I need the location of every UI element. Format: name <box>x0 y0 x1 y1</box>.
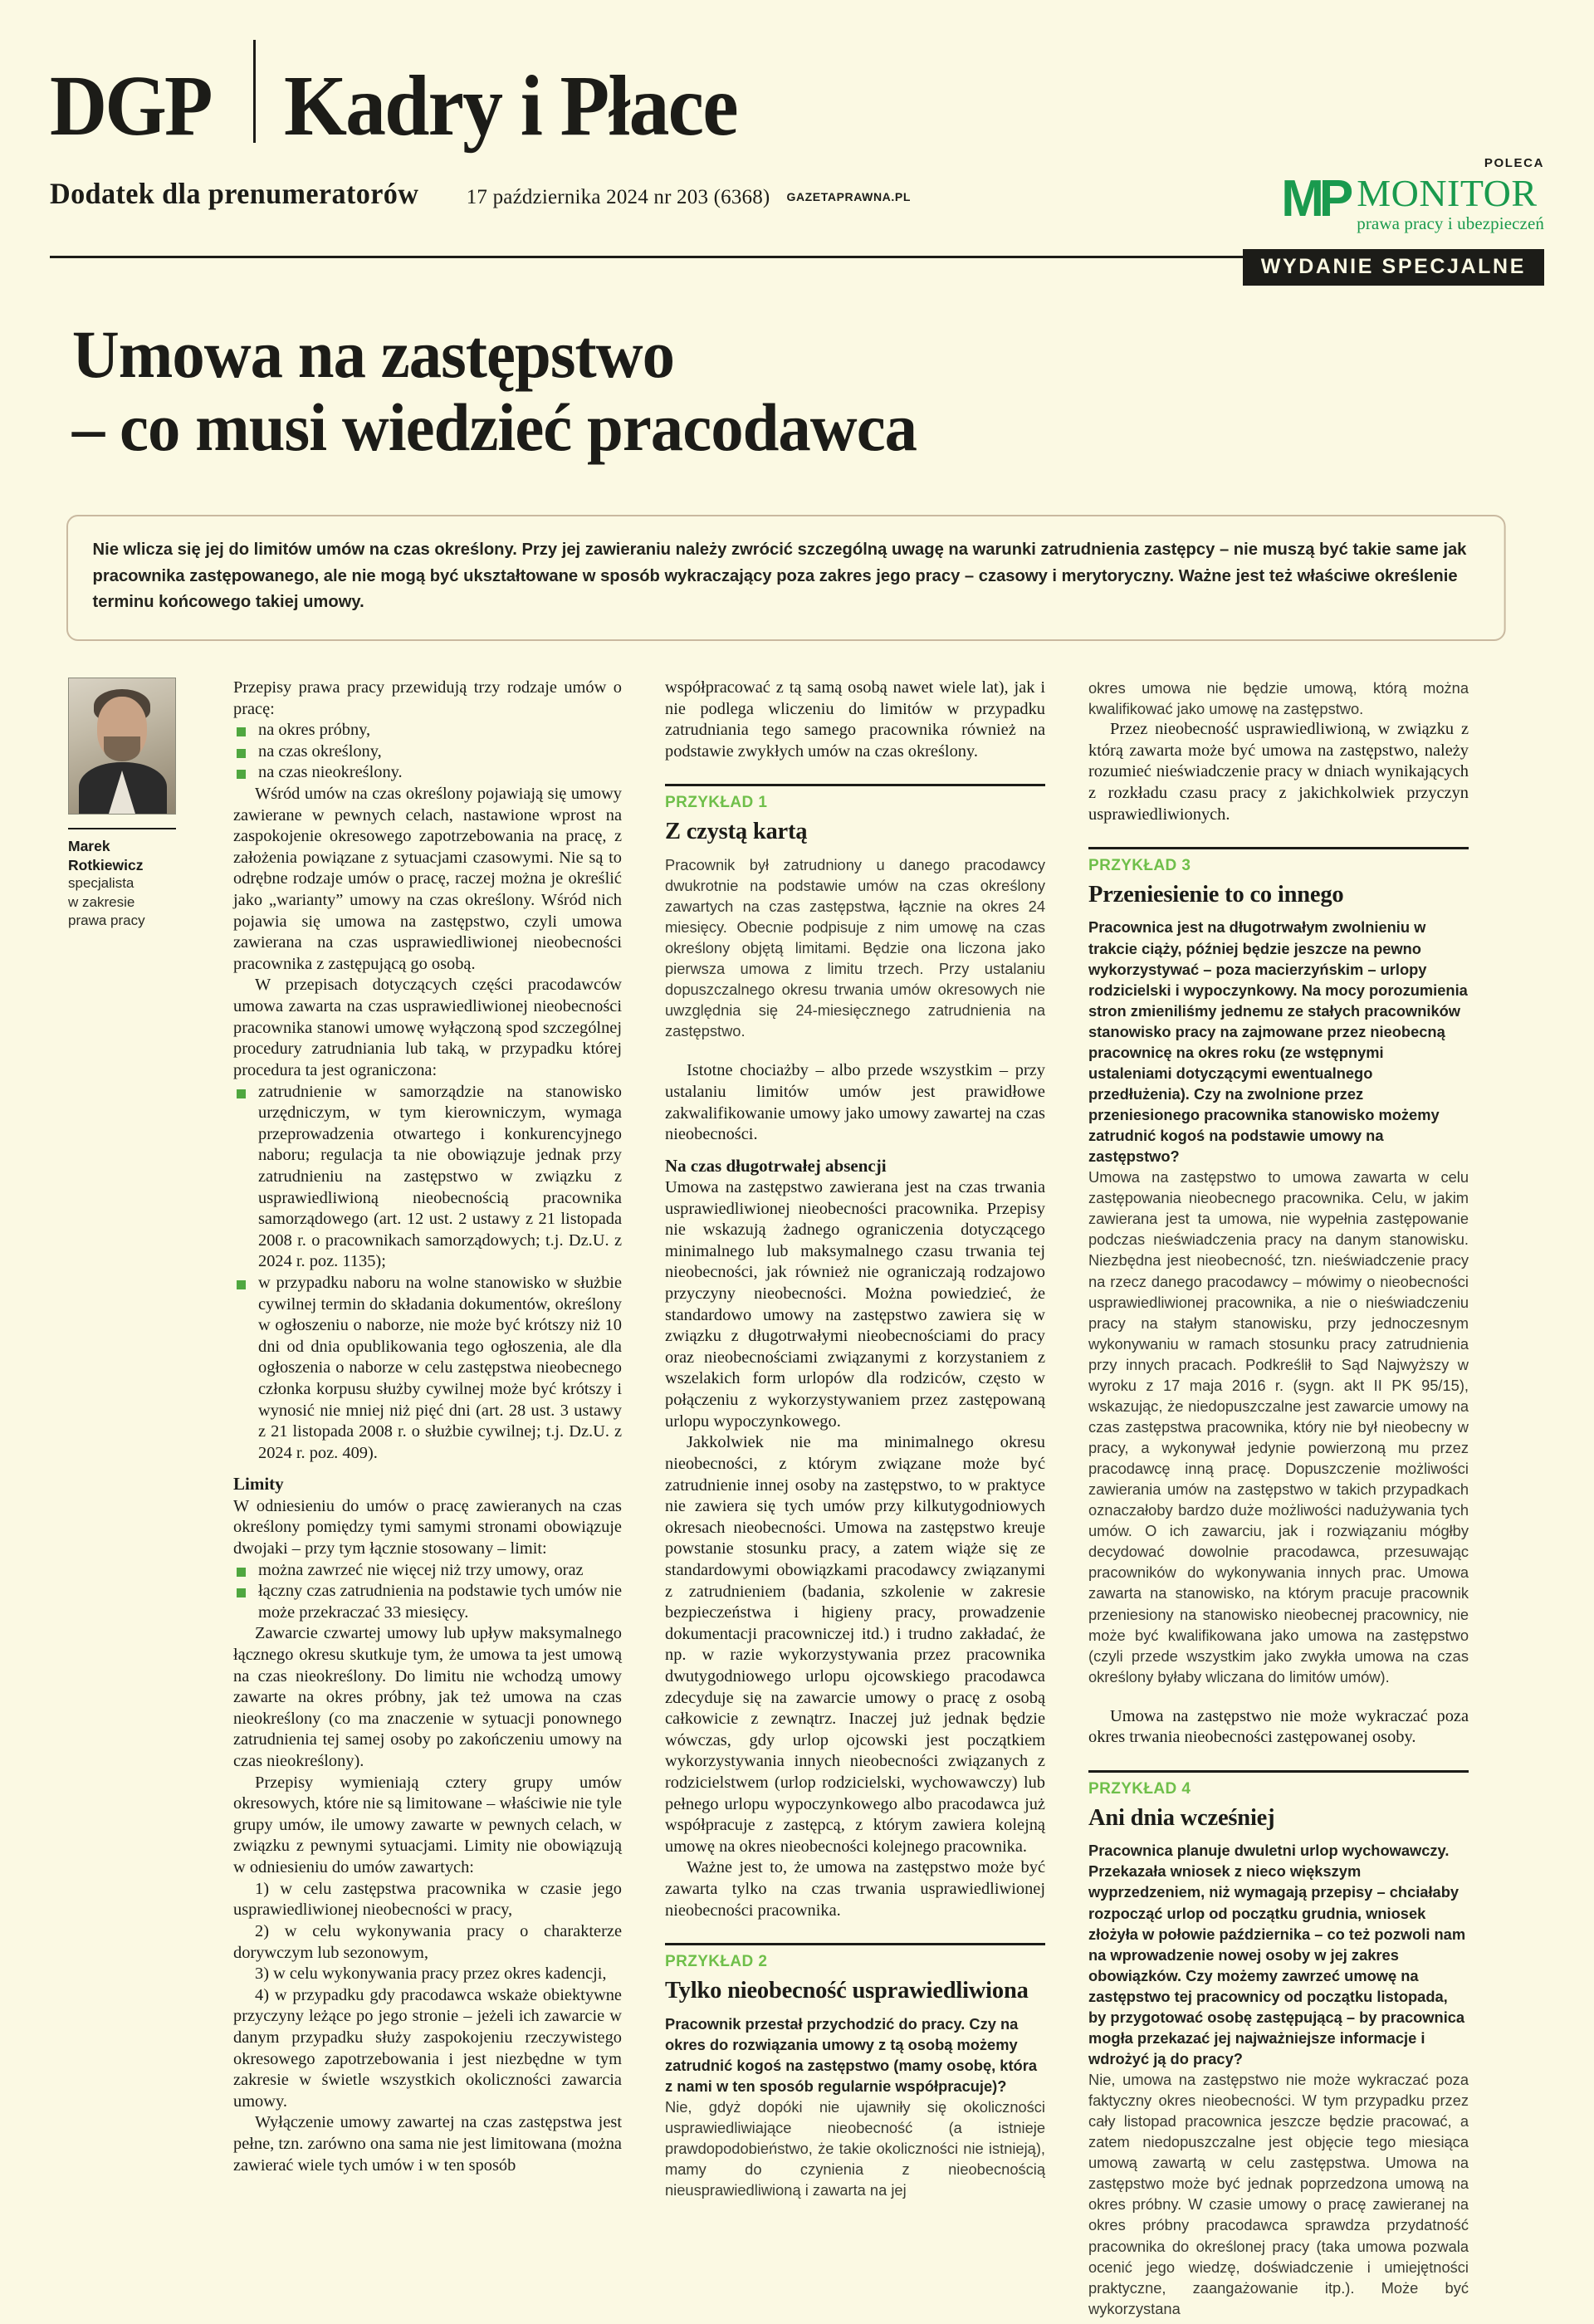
paragraph: W przepisach dotyczących części pracodawców umowa zawarta na czas usprawiedliwionej nieobecności pracownika stanowi umowę wyłączoną spod szczególnej procedury zatrudniania lub taką, w przypadku której procedura ta jest ograniczona: <box>233 976 622 1079</box>
author-first-name: Marek <box>68 837 110 854</box>
list-item: na okres próbny, <box>233 720 622 741</box>
paragraph: 1) w celu zastępstwa pracownika w czasie jego usprawiedliwionej nieobecności w pracy, <box>233 1879 622 1920</box>
example-kicker: PRZYKŁAD 4 <box>1088 1779 1191 1798</box>
dgp-logo[interactable]: DGP <box>50 58 211 154</box>
paragraph: Przepisy wymieniają cztery grupy umów okresowych, które nie są limitowane – właściwie nie tyle grupy umów, ile umowy zawarte w pewnych celach, w związku z pewnymi sytuacjami. Limity nie obowiązują w odniesieniu do umów zawartych: <box>233 1773 622 1877</box>
list-item: można zawrzeć nie więcej niż trzy umowy, oraz <box>233 1560 622 1582</box>
list-item: łączny czas zatrudnienia na podstawie tych umów nie może przekraczać 33 miesięcy. <box>233 1581 622 1623</box>
paragraph: Ważne jest to, że umowa na zastępstwo może być zawarta tylko na czas trwania usprawiedliwionej nieobecności pracownika. <box>665 1858 1045 1920</box>
example-box-4 <box>1088 1770 1469 2319</box>
example-box-2 <box>665 1943 1045 2200</box>
author-role: specjalista w zakresie prawa pracy <box>68 875 145 929</box>
paragraph: Umowa na zastępstwo zawierana jest na czas trwania usprawiedliwionej nieobecności pracownika. Przepisy nie wskazują żadnego ograniczenia dotyczącego minimalnego lub maksymalnego czasu trwania tej nieobecności, jak również nie ograniczają rodzajowo przyczyny nieobecności. Można powiedzieć, że standardowo umowy na zastępstwo zawiera się w związku z długotrwałymi nieobecnościami do pracy oraz nieobecnościami związanymi z korzystaniem z wszelakich form urlopów dla rodziców, często w połączeniu z wykorzystywaniem przez zastępowaną urlopu wypoczynkowego. <box>665 1177 1045 1431</box>
exclusions-list <box>233 1082 622 1465</box>
paragraph: Wyłączenie umowy zawartej na czas zastępstwa jest pełne, tzn. zarówno ona sama nie jest limitowana (można zawierać wiele tych umów i w ten sposób <box>233 2113 622 2175</box>
example-body: Pracownik był zatrudniony u danego pracodawcy dwukrotnie na podstawie umów na czas określony zawartych na czas zastępstwa, łącznie na okres 24 miesięcy. Obecnie podpisuje z nim umowę na czas określony objętą limitami. Będzie ona liczona jako pierwsza umowa z limitu trzech. Przy ustalaniu dopuszczalnego okresu trwania umów okresowych nie uwzględnia się 24-miesięcznego zatrudnienia na zastępstwo. <box>665 855 1045 1040</box>
monitor-brand: MONITOR <box>1357 172 1538 214</box>
example-answer: Nie, gdyż dopóki nie ujawniły się okoliczności usprawiedliwiające nieobecność (a istnieje prawdopodobieństwo, że takie okoliczności nie istnieją), mamy do czynienia z nieobecnością nieusprawiedliwioną i zawarta na jej <box>665 2097 1045 2199</box>
masthead <box>50 0 1544 249</box>
example-rule <box>1088 1770 1469 1773</box>
paragraph: W odniesieniu do umów o pracę zawieranych na czas określony pomiędzy tymi samymi stronami obowiązuje dwojaki – przy tym łącznie stosowany – limit: <box>233 1496 622 1558</box>
column-1 <box>212 678 643 2176</box>
list-item: w przypadku naboru na wolne stanowisko w służbie cywilnej termin do składania dokumentów, określony w ogłoszeniu o naborze, nie może być krótszy niż 10 dni od dnia opublikowania tego ogłoszenia, ale dla ogłoszenia o naborze w celu zastępstwa nieobecnego członka korpusu służby cywilnej może być krótszy i wynosić nie mniej niż pięć dni (art. 28 ust. 3 ustawy z 21 listopada 2008 r. o służbie cywilnej; t.j. Dz.U. z 2024 r. poz. 409). <box>233 1273 622 1464</box>
column-2 <box>643 678 1067 2205</box>
paragraph: Zawarcie czwartej umowy lub upływ maksymalnego łącznego okresu skutkuje tym, że umowa ta jest umową na czas nieokreślony. Do limitu nie wchodzą umowy zawarte na okres próbny, jak też umowa na czas nieokreślony (co ma znaczenie w sytuacji ponownego zatrudnienia tej samej osoby po zakończeniu umowy na czas nieokreślony). <box>233 1624 622 1771</box>
promo-body <box>1196 170 1544 234</box>
lead-box: Nie wlicza się jej do limitów umów na czas określony. Przy jej zawieraniu należy zwrócić szczególną uwagę na warunki zatrudnienia zastępcy – nie muszą być takie same jak pracownika zastępowanego, ale nie mogą być ukształtowane w sposób wykraczający poza zakres jego pracy – czasowy i merytoryczny. Ważne jest też właściwe określenie terminu końcowego takiej umowy. <box>66 515 1506 640</box>
example-kicker: PRZYKŁAD 3 <box>1088 857 1191 875</box>
paragraph: Jakkolwiek nie ma minimalnego okresu nieobecności, z którym związane może być zatrudnienie innej osoby na zastępstwo, to w praktyce nie zawiera się tych umów przy kilkutygodniowych okresach nieobecności. Umowa na zastępstwo kreuje powstanie stosunku pracy, a zatem wiąże się ze standardowymi obowiązkami pracodawcy związanymi z zatrudnieniem (badania, szkolenie w zakresie bezpieczeństwa i higieny pracy, prowadzenie dokumentacji pracowniczej itd.) i trudno zakładać, że np. w razie wykorzystywania przez pracownika dwutygodniowego urlopu ojcowskiego pracodawca zdecyduje się na zawarcie umowy o pracę z osobą całkowicie z zewnątrz. Inaczej już jednak będzie wówczas, gdy urlop ojcowski jest początkiem wykorzystywania innych nieobecności związanych z rodzicielstwem (urlop rodzicielski, wychowawczy) lub pełnego urlopu wypoczynkowego albo pracodawca już współpracuje z zastępcą, z którym zawiera kolejną umowę na okres nieobecności kolejnego pracownika. <box>665 1433 1045 1856</box>
list-item: zatrudnienie w samorządzie na stanowisko urzędniczym, w tym kierowniczym, wymaga przeprowadzenia otwartego i konkurencyjnego naboru; regulacja ta nie obowiązuje jednak przy zatrudnieniu na zastępstwo w związku z usprawiedliwioną nieobecnością pracownika samorządowego (art. 12 ust. 2 ustawy z 21 listopada 2008 r. o pracownikach samorządowych; t.j. Dz.U. z 2024 r. poz. 1135); <box>233 1082 622 1273</box>
promo-poleca-label: POLECA <box>1484 156 1544 170</box>
paragraph: współpracować z tą samą osobą nawet wiele lat), jak i nie podlega wliczeniu do limitów w przypadku zatrudniania tego samego pracownika również na podstawie zwykłych umów na czas określony. <box>665 678 1045 761</box>
website-label[interactable]: GAZETAPRAWNA.PL <box>786 190 911 203</box>
list-item: na czas określony, <box>233 741 622 763</box>
paragraph: 2) w celu wykonywania pracy o charakterze dorywczym lub sezonowym, <box>233 1921 622 1962</box>
author-name <box>68 837 190 875</box>
example-answer: Umowa na zastępstwo to umowa zawarta w celu zastępowania nieobecnego pracownika. Celu, w jakim zawierana jest ta umowa, nie wypełnia zastępowanie podczas nieświadczenia pracy na danym stanowisku. Niezbędna jest nieobecność, tzn. nieświadczenie pracy na rzecz danego pracodawcy – mówimy o nieobecności usprawiedliwionej pracownika, a nie o nieświadczeniu pracy na stałym stanowisku, przy jednoczesnym wykonywaniu w ramach stosunku pracy zatrudnienia przy innych pracach. Podkreślił to Sąd Najwyższy w wyroku z 17 maja 2016 r. (sygn. akt II PK 95/15), wskazując, że niedopuszczalne jest zawarcie umowy na czas zastępstwa pracownika, który nie był nieobecny w pracy, a wykonywał jedynie powierzoną mu przez pracodawcę inną pracę. Dopuszczenie możliwości zawierania umów na zastępstwo w takich przypadkach oznaczałoby bardzo duże możliwości nadużywania tych umów. O ich zawarciu, jak i rozwiązaniu mógłby decydować dowolnie pracodawca, przesuwając pracowników do wykonywania innych prac. Umowa zawarta na stanowisko, na którym pracuje pracownik przeniesiony na stanowisko nieobecnej pracownicy, nie może być kwalifikowana jako umowa na zastępstwo (czyli przede wszystkim jako zwykła umowa na czas określony byłaby wliczana do limitów umów). <box>1088 1168 1469 1686</box>
paragraph: 3) w celu wykonywania pracy przez okres kadencji, <box>255 1964 607 1984</box>
promo-words <box>1357 172 1544 234</box>
headline-line-1: Umowa na zastępstwo <box>71 316 675 392</box>
paragraph: 4) w przypadku gdy pracodawca wskaże obiektywne przyczyny leżące po jego stronie – jeżeli ich zawarcie w danym przypadku służy zaspokojeniu rzeczywistego okresowego zapotrzebowania i jest niezbędne w tym zakresie w świetle wszystkich okoliczności zawarcia umowy. <box>233 1985 622 2111</box>
example-title: Ani dnia wcześniej <box>1088 1804 1275 1831</box>
author-photo <box>68 678 176 815</box>
mp-logo-icon: MP <box>1281 170 1349 228</box>
paragraph: Istotne chociażby – albo przede wszystkim – przy ustalaniu limitów umów jest prawidłowe zakwalifikowanie umowy jako umowy zawartej na czas nieobecności. <box>665 1061 1045 1144</box>
limits-list <box>233 1560 622 1624</box>
headline-line-2: – co musi wiedzieć pracodawca <box>71 389 917 465</box>
author-byline <box>50 678 212 931</box>
paragraph: Wśród umów na czas określony pojawiają się umowy zawierane w pewnych celach, nastawione wprost na zaspokojenie okresowego zapotrzebowania na pracę, z założenia powiązane z sytuacjami czasowymi. Nie są to odrębne rodzaje umów o pracę, raczej można je określić jako „warianty” umowy na czas określony. Wśród nich pojawia się umowa na zastępstwo, czyli umowa zawierana na czas usprawiedliwionej nieobecności pracownika z zastępującą go osobą. <box>233 784 622 973</box>
masthead-divider <box>253 40 256 143</box>
list-item: na czas nieokreślony. <box>233 762 622 784</box>
example-question: Pracownica jest na długotrwałym zwolnieniu w trakcie ciąży, później będzie jeszcze na pewno wykorzystywać – poza macierzyńskim – urlopy rodzicielski i wypoczynkowy. Na mocy porozumienia stron zmieniliśmy jednemu ze stałych pracowników stanowisko pracy na zajmowane przez nieobecną pracownicę na okres roku (ze wstępnymi ustaleniami dotyczącymi ewentualnego przedłużenia). Czy na zwolnione przez przeniesionego pracownika stanowisko możemy zatrudnić kogoś na podstawie umowy na zastępstwo? <box>1088 918 1468 1166</box>
example-box-1 <box>665 784 1045 1041</box>
monitor-tagline: prawa pracy i ubezpieczeń <box>1357 213 1544 234</box>
subheading-absencja: Na czas długotrwałej absencji <box>665 1155 887 1176</box>
subheading-limity: Limity <box>233 1474 284 1495</box>
example-question: Pracownica planuje dwuletni urlop wychowawczy. Przekazała wniosek z nieco większym wyprzedzeniem, niż wymagają przepisy – chciałaby rozpocząć urlop od początku grudnia, wniosek złożyła w połowie października – co też pozwoli nam na wprowadzenie nowej osoby w jej zakres obowiązków. Czy możemy zawrzeć umowę na zastępstwo tej pracownicy od początku listopada, by przygotować osobę zastępującą – by pracownica mogła przekazać jej najważniejsze informacje i wdrożyć ją do pracy? <box>1088 1842 1466 2067</box>
paragraph: okres umowa nie będzie umową, którą można kwalifikować jako umowę na zastępstwo. <box>1088 678 1469 717</box>
example-rule <box>1088 847 1469 849</box>
paragraph: Umowa na zastępstwo nie może wykraczać poza okres trwania nieobecności zastępowanej osoby. <box>1088 1706 1469 1747</box>
special-edition-badge: WYDANIE SPECJALNE <box>1243 249 1544 286</box>
contract-types-list <box>233 720 622 784</box>
author-rule <box>68 828 176 829</box>
example-kicker: PRZYKŁAD 1 <box>665 794 768 812</box>
monitor-promo[interactable] <box>1196 156 1544 234</box>
masthead-logo-row <box>50 23 1544 154</box>
example-box-3 <box>1088 847 1469 1687</box>
example-title: Tylko nieobecność usprawiedliwiona <box>665 1978 1029 2004</box>
example-question: Pracownik przestał przychodzić do pracy. Czy na okres do rozwiązania umowy z tą osobą możemy zatrudnić kogoś na zastępstwo (mamy osobę, która z nami w ten sposób regularnie współpracuje)? <box>665 2014 1037 2095</box>
paragraph: Przepisy prawa pracy przewidują trzy rodzaje umów o pracę: <box>233 678 622 718</box>
example-rule <box>665 1943 1045 1945</box>
kadry-i-place-logo[interactable]: Kadry i Płace <box>283 58 737 154</box>
example-rule <box>665 784 1045 786</box>
example-title: Z czystą kartą <box>665 819 808 845</box>
example-title: Przeniesienie to co innego <box>1088 882 1344 908</box>
page-title <box>50 318 1484 463</box>
supplement-label: Dodatek dla prenumeratorów <box>50 177 419 210</box>
article-columns <box>50 678 1544 2324</box>
author-last-name: Rotkiewicz <box>68 856 144 873</box>
issue-line: 17 października 2024 nr 203 (6368) <box>466 186 770 208</box>
column-3 <box>1067 678 1490 2324</box>
example-kicker: PRZYKŁAD 2 <box>665 1953 768 1971</box>
example-answer: Nie, umowa na zastępstwo nie może wykraczać poza faktyczny okres nieobecności. W tym przypadku przez cały listopad pracownica jeszcze będzie pracować, a zatem niedopuszczalne jest objęcie tego miesiąca umową zawartą w celu zastępstwa. Umowa na zastępstwo może być jednak poprzedzona umową na okres próbny. W czasie umowy o pracę zawieranej na okres próbny pracodawca sprawdza przydatność pracownika do określonej pracy (taka umowa pozwala ocenić jego wiedzę, doświadczenie i umiejętności praktyczne, zaangażowanie itp.). Może być wykorzystana <box>1088 2071 1469 2317</box>
paragraph: Przez nieobecność usprawiedliwioną, w związku z którą zawarta może być umowa na zastępstwo, należy rozumieć nieświadczenie pracy w dniach wynikających z rozkładu czasu pracy z jakichkolwiek przyczyn usprawiedliwionych. <box>1088 720 1469 824</box>
